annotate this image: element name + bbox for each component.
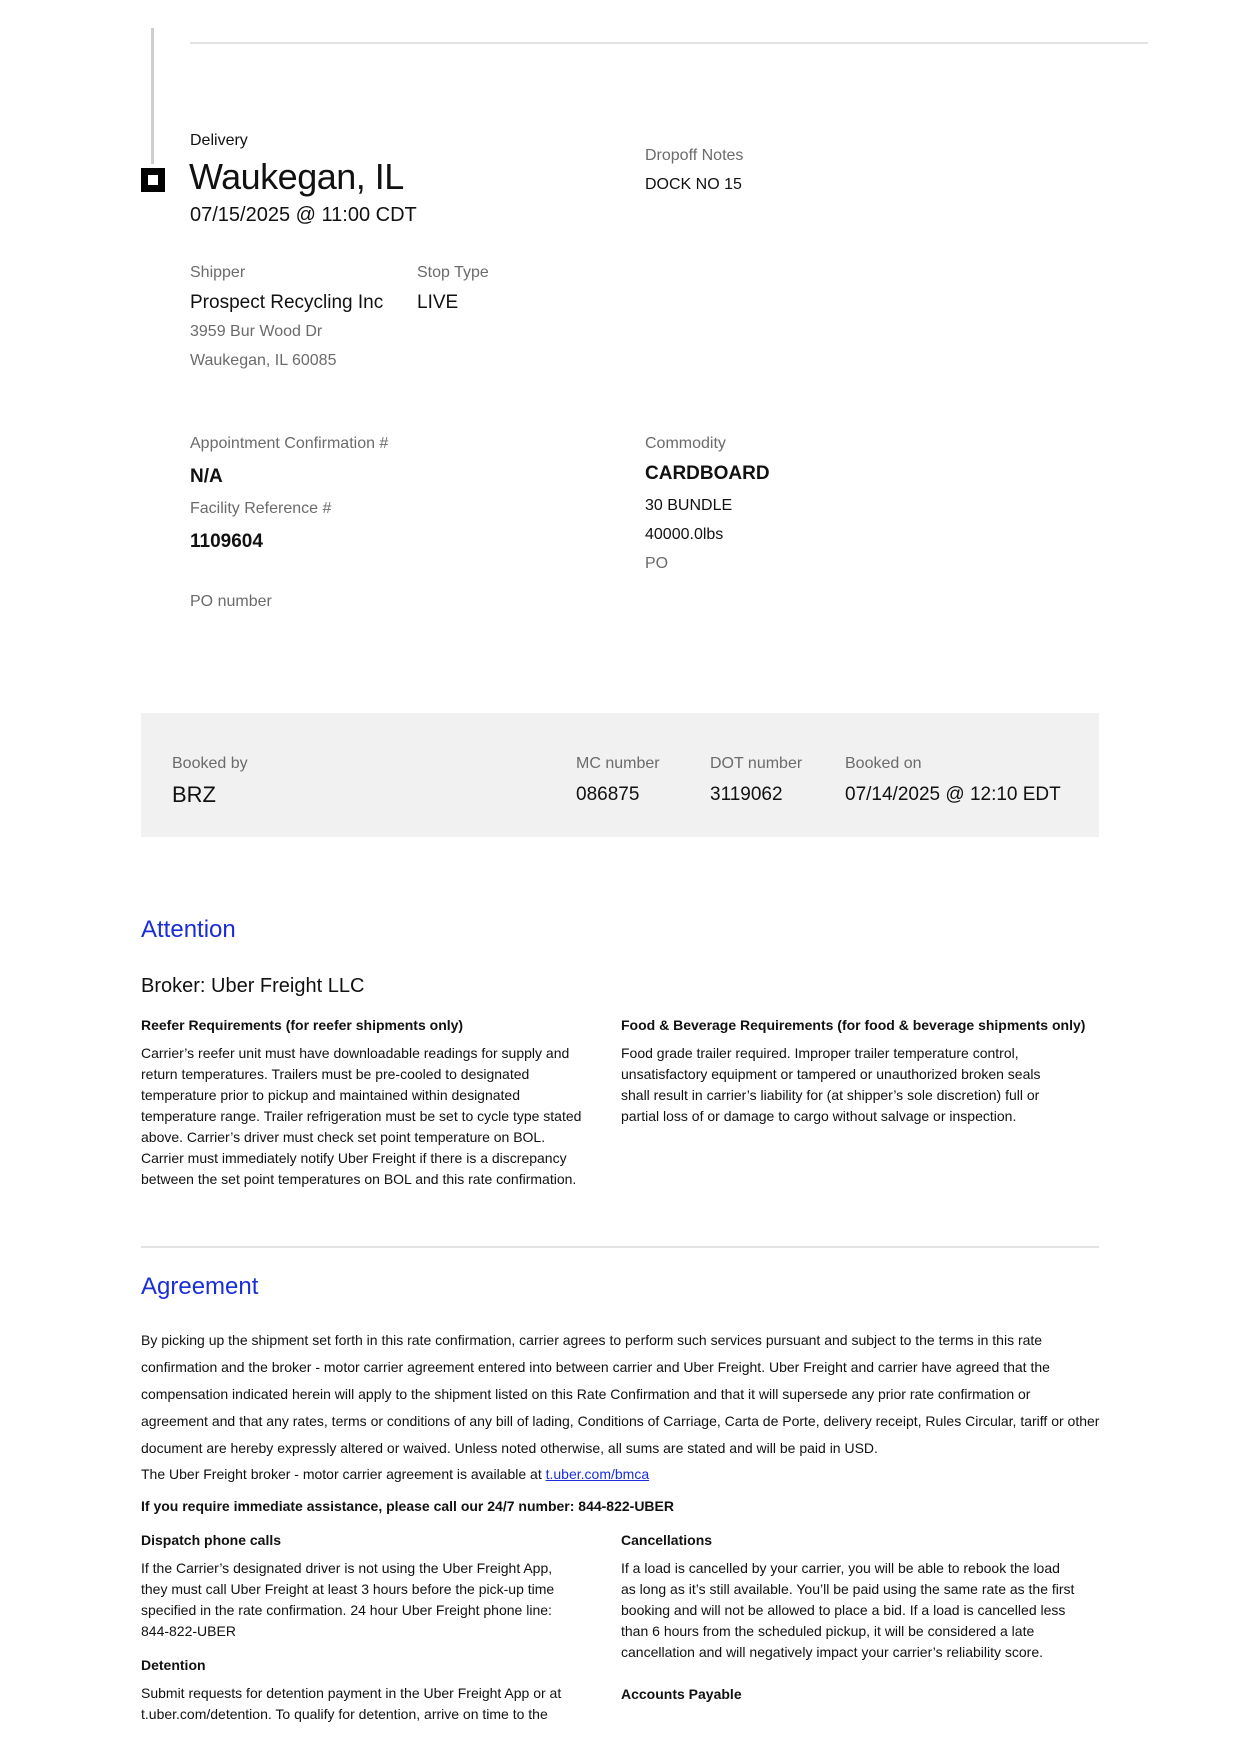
appointment-value: N/A — [190, 466, 223, 487]
cancellations-title: Cancellations — [621, 1532, 713, 1548]
commodity-po-label: PO — [645, 555, 669, 572]
detention-title: Detention — [141, 1657, 206, 1673]
dispatch-title: Dispatch phone calls — [141, 1532, 282, 1548]
mc-number-value: 086875 — [576, 784, 640, 805]
agreement-link-line — [141, 1466, 649, 1482]
assistance-line: If you require immediate assistance, please call our 24/7 number: 844-822-UBER — [141, 1498, 674, 1514]
dot-number-value: 3119062 — [710, 784, 783, 805]
booked-by-value: BRZ — [172, 782, 216, 807]
shipper-label: Shipper — [190, 264, 246, 281]
shipper-address-line1: 3959 Bur Wood Dr — [190, 323, 323, 340]
bmca-link[interactable]: t.uber.com/bmca — [545, 1466, 650, 1482]
attention-heading: Attention — [141, 916, 236, 943]
facility-value: 1109604 — [190, 531, 263, 552]
commodity-name: CARDBOARD — [645, 463, 770, 484]
reefer-requirements-text: Carrier’s reefer unit must have downloadable readings for supply and return temperatures. Trailers must be pre-cooled to designated temperature prior to pickup and maintained within designated temperature range. Trailer refrigeration must be set to cycle type stated above. Carrier’s driver must check set point temperature on BOL. Carrier must immediately notify Uber Freight if there is a discrepancy between the set point temperatures on BOL and this rate confirmation. — [141, 1045, 582, 1187]
shipper-address-line2: Waukegan, IL 60085 — [190, 352, 337, 369]
booked-on-value: 07/14/2025 @ 12:10 EDT — [845, 784, 1061, 805]
dispatch-text: If the Carrier’s designated driver is not using the Uber Freight App, they must call Uber Freight at least 3 hours before the pick-up time specified in the rate confirmation. 24 hour Uber Freight phone line: 844-822-UBER — [141, 1560, 555, 1639]
commodity-weight: 40000.0lbs — [645, 526, 724, 543]
dropoff-notes-value: DOCK NO 15 — [645, 176, 742, 193]
shipper-name: Prospect Recycling Inc — [190, 292, 384, 313]
accounts-payable-title: Accounts Payable — [621, 1686, 742, 1702]
stop-square-icon — [141, 168, 165, 192]
reefer-requirements-title: Reefer Requirements (for reefer shipments only) — [141, 1017, 464, 1033]
top-divider — [190, 42, 1148, 44]
stop-city: Waukegan, IL — [189, 156, 404, 197]
dot-number-label: DOT number — [710, 755, 803, 772]
appointment-label: Appointment Confirmation # — [190, 435, 389, 452]
food-beverage-title: Food & Beverage Requirements (for food & beverage shipments only) — [621, 1017, 1086, 1033]
detention-text: Submit requests for detention payment in the Uber Freight App or at t.uber.com/detention. To qualify for detention, arrive on time to the — [141, 1685, 562, 1722]
stop-type-field-label: Stop Type — [417, 264, 489, 281]
stop-type-value: LIVE — [417, 292, 459, 313]
stop-datetime: 07/15/2025 @ 11:00 CDT — [190, 204, 417, 226]
commodity-label: Commodity — [645, 435, 726, 452]
section-divider — [141, 1246, 1099, 1248]
booked-by-label: Booked by — [172, 755, 248, 772]
facility-label: Facility Reference # — [190, 500, 332, 517]
food-beverage-text: Food grade trailer required. Improper trailer temperature control, unsatisfactory equipment or tampered or unauthorized broken seals shall result in carrier’s liability for (at shipper’s sole discretion) full or partial loss of or damage to cargo without salvage or inspection. — [621, 1045, 1041, 1124]
broker-line: Broker: Uber Freight LLC — [141, 975, 365, 997]
cancellations-text: If a load is cancelled by your carrier, you will be able to rebook the load as long as it’s still available. You’ll be paid using the same rate as the first booking and will not be allowed to place a bid. If a load is cancelled less than 6 hours from the scheduled pickup, it will be considered a late cancellation and will negatively impact your carrier’s reliability score. — [621, 1560, 1075, 1660]
timeline-line — [151, 28, 154, 164]
booking-info-panel — [141, 713, 1099, 837]
commodity-quantity: 30 BUNDLE — [645, 497, 733, 514]
stop-type-label: Delivery — [190, 132, 248, 149]
agreement-heading: Agreement — [141, 1273, 259, 1300]
booked-on-label: Booked on — [845, 755, 922, 772]
agreement-text: By picking up the shipment set forth in this rate confirmation, carrier agrees to perform such services pursuant and subject to the terms in this rate confirmation and the broker - motor carrier agreement entered into between carrier and Uber Freight. Uber Freight and carrier have agreed that the compensation indicated herein will apply to the shipment listed on this Rate Confirmation and that it will supersede any prior rate confirmation or agreement and that any rates, terms or conditions of any bill of lading, Conditions of Carriage, Carta de Porte, delivery receipt, Rules Circular, tariff or other document are hereby expressly altered or waived. Unless noted otherwise, all sums are stated and will be paid in USD. — [141, 1332, 1100, 1456]
dropoff-notes-label: Dropoff Notes — [645, 147, 744, 164]
po-number-label: PO number — [190, 593, 272, 610]
agreement-link-prefix: The Uber Freight broker - motor carrier agreement is available at — [141, 1466, 546, 1482]
mc-number-label: MC number — [576, 755, 660, 772]
